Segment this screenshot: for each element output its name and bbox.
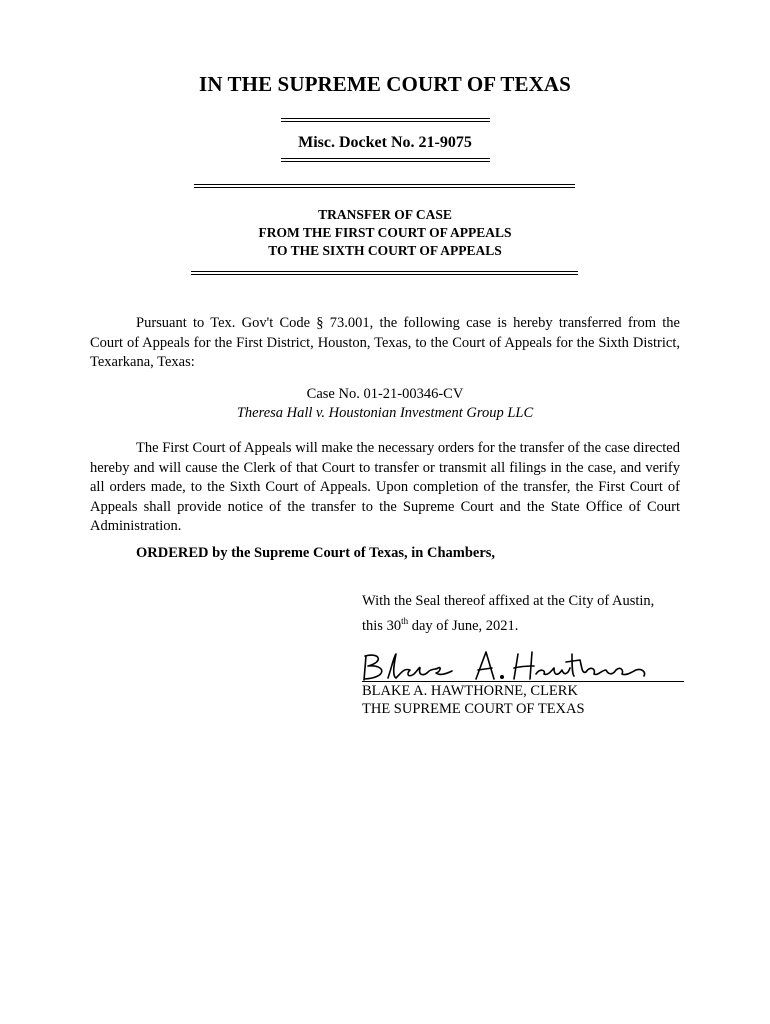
docket-top-rule	[281, 118, 490, 119]
transfer-heading-line2: FROM THE FIRST COURT OF APPEALS	[258, 225, 512, 240]
clerk-name: BLAKE A. HAWTHORNE, CLERK	[362, 683, 578, 699]
seal-date-ordinal: th	[401, 616, 409, 626]
seal-line-1: With the Seal thereof affixed at the City of Austin,	[362, 593, 655, 609]
case-name: Theresa Hall v. Houstonian Investment Group LLC	[236, 405, 534, 421]
orders-paragraph	[90, 439, 680, 537]
transfer-paragraph-text: Pursuant to Tex. Gov't Code § 73.001, the following case is hereby transferred from the Court of Appeals for the First District, Houston, Texas, to the Court of Appeals for the Sixth District, Texarkana, Texas:	[90, 315, 680, 371]
transfer-heading-line3: TO THE SIXTH COURT OF APPEALS	[268, 243, 502, 258]
clerk-court: THE SUPREME COURT OF TEXAS	[362, 701, 585, 717]
seal-line-2	[362, 612, 692, 636]
court-title: IN THE SUPREME COURT OF TEXAS	[199, 72, 571, 96]
seal-date-suffix: day of June, 2021.	[408, 617, 519, 634]
seal-date-prefix: this 30	[362, 617, 402, 634]
clerk-signature	[358, 646, 688, 686]
docket-bottom-rule	[281, 158, 490, 159]
transfer-heading	[0, 206, 770, 260]
heading-top-rule	[194, 184, 575, 185]
case-number: Case No. 01-21-00346-CV	[306, 386, 464, 402]
heading-bottom-rule	[191, 271, 578, 272]
ordered-statement: ORDERED by the Supreme Court of Texas, in Chambers,	[136, 545, 496, 561]
transfer-heading-line1: TRANSFER OF CASE	[318, 207, 452, 222]
case-caption	[0, 385, 770, 423]
docket-number: Misc. Docket No. 21-9075	[298, 134, 472, 151]
transfer-paragraph	[90, 314, 680, 373]
orders-paragraph-text: The First Court of Appeals will make the necessary orders for the transfer of the case directed hereby and will cause the Clerk of that Court to transfer or transmit all filings in the case, and verify all orders made, to the Sixth Court of Appeals. Upon completion of the transfer, the First Court of Appeals shall provide notice of the transfer to the Supreme Court and the State Office of Court Administration.	[90, 440, 680, 535]
